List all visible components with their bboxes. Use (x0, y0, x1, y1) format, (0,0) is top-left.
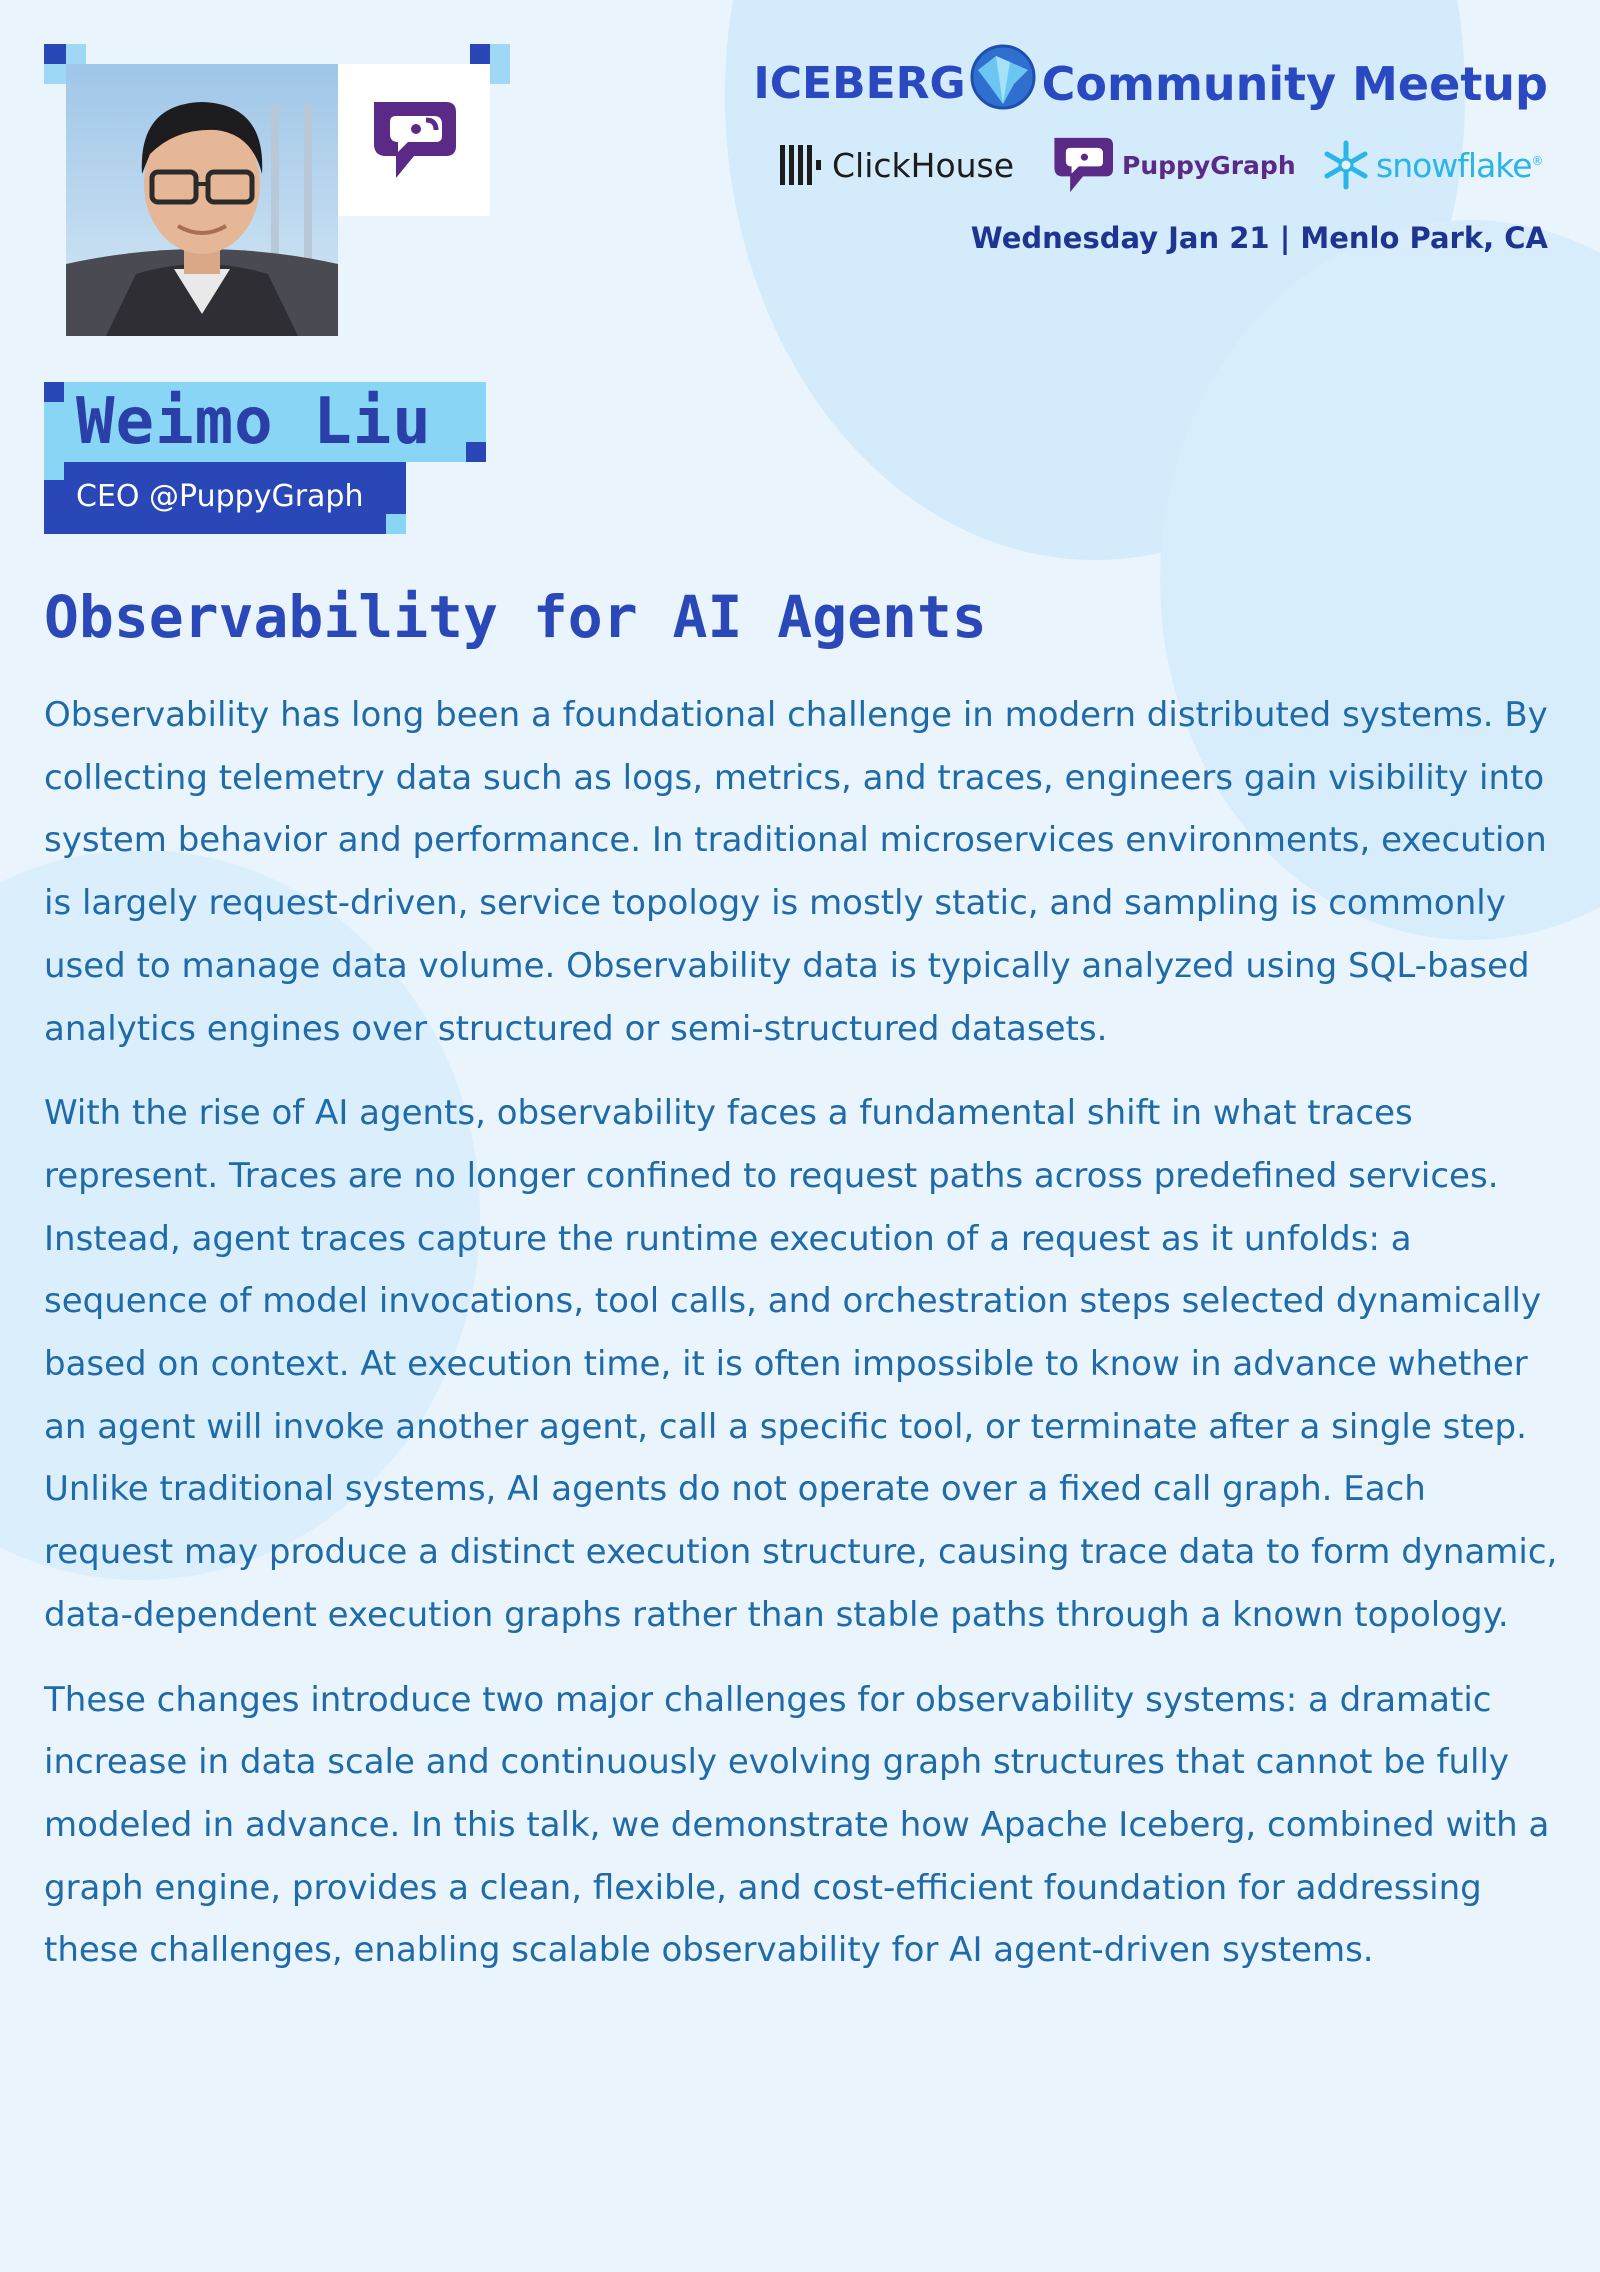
pixel-accent (44, 44, 66, 64)
puppygraph-sponsor-logo (1050, 130, 1296, 200)
iceberg-globe-icon (970, 44, 1036, 124)
clickhouse-bars-icon (780, 145, 824, 185)
snowflake-label: snowflake® (1376, 145, 1543, 185)
clickhouse-logo (780, 130, 1014, 200)
puppygraph-logo-icon (368, 98, 460, 182)
puppygraph-label: PuppyGraph (1122, 150, 1296, 180)
pixel-accent (44, 382, 64, 402)
pixel-accent (66, 44, 86, 64)
speaker-name-highlight (44, 382, 486, 462)
speaker-role: CEO @PuppyGraph (76, 479, 364, 514)
abstract-paragraph: With the rise of AI agents, observability faces a fundamental shift in what traces represent. Traces are no longer confined to request paths across predefined services. Instead, agent traces capture the runtime execution of a request as it unfolds: a sequence of model invocations, tool calls, and orchestration steps selected dynamically based on context. At execution time, it is often impossible to know in advance whether an agent will invoke another agent, call a specific tool, or terminate after a single step. Unlike traditional systems, AI agents do not operate over a fixed call graph. Each request may produce a distinct execution structure, causing trace data to form dynamic, data-dependent execution graphs rather than stable paths through a known topology. (44, 1093, 1558, 1635)
event-title (753, 44, 1548, 124)
puppygraph-logo-tile (338, 64, 490, 216)
talk-title: Observability for AI Agents (44, 583, 987, 651)
pixel-accent (490, 44, 510, 64)
speaker-photo (66, 64, 338, 336)
puppygraph-logo-icon (1050, 135, 1116, 195)
event-date-location: Wednesday Jan 21 | Menlo Park, CA (970, 221, 1548, 255)
pixel-accent (386, 514, 406, 534)
speaker-role-box (44, 462, 406, 534)
clickhouse-label: ClickHouse (832, 145, 1015, 185)
snowflake-icon (1320, 139, 1372, 191)
pixel-accent (44, 64, 66, 84)
speaker-name: Weimo Liu (76, 385, 432, 459)
snowflake-logo (1320, 130, 1543, 200)
pixel-accent (44, 462, 64, 480)
event-brand: ICEBERG (753, 58, 966, 109)
event-title-rest: Community Meetup (1041, 57, 1548, 111)
pixel-accent (490, 64, 510, 84)
pixel-accent (466, 442, 486, 462)
talk-abstract (44, 684, 1564, 2004)
pixel-accent (470, 44, 490, 64)
abstract-paragraph: Observability has long been a foundational challenge in modern distributed systems. By collecting telemetry data such as logs, metrics, and traces, engineers gain visibility into system behavior and performance. In traditional microservices environments, execution is largely request-driven, service topology is mostly static, and sampling is commonly used to manage data volume. Observability data is typically analyzed using SQL-based analytics engines over structured or semi-structured datasets. (44, 695, 1548, 1049)
abstract-paragraph: These changes introduce two major challenges for observability systems: a dramatic increase in data scale and continuously evolving graph structures that cannot be fully modeled in advance. In this talk, we demonstrate how Apache Iceberg, combined with a graph engine, provides a clean, flexible, and cost-efficient foundation for addressing these challenges, enabling scalable observability for AI agent-driven systems. (44, 1679, 1550, 1971)
